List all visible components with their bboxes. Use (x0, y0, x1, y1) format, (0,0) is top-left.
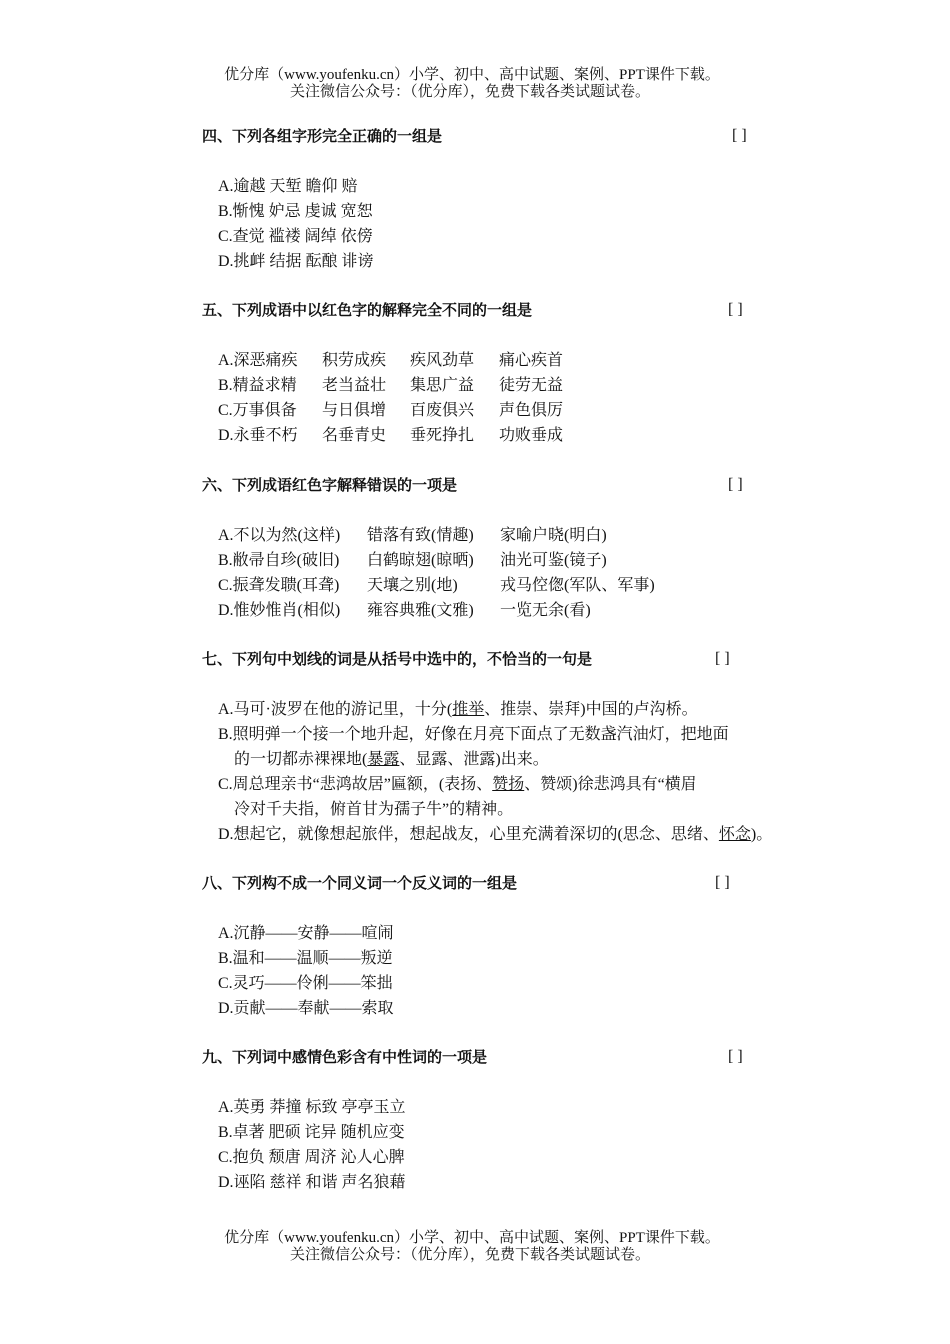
option-text: D.想起它，就像想起旅伴，想起战友，心里充满着深切的(思念、思绪、 (218, 826, 719, 843)
question-7-title: 七、下列句中划线的词是从括号中选中的，不恰当的一句是 (202, 650, 593, 668)
option-b-continued (218, 747, 822, 772)
option-cell: 集思广益 (410, 377, 475, 394)
question-7-options (202, 697, 822, 847)
option-cell: 天壤之别(地) (367, 577, 458, 594)
option-text: A.马可·波罗在他的游记里，十分( (218, 701, 453, 718)
option-d (218, 598, 802, 623)
option-b: B.卓著 肥硕 诧异 随机应变 (218, 1124, 405, 1141)
footer-line-2: 关注微信公众号：（优分库），免费下载各类试题试卷。 (289, 1247, 650, 1263)
option-cell: 雍容典雅(文雅) (367, 602, 474, 619)
option-c-continued: 冷对千夫指，俯首甘为孺子牛”的精神。 (234, 801, 514, 818)
answer-bracket: [ ] (728, 476, 743, 493)
option-cell: 垂死挣扎 (410, 427, 475, 444)
option-cell: 错落有致(情趣) (367, 527, 474, 544)
option-text: 、显露、泄露)出来。 (399, 751, 549, 768)
option-text: )。 (750, 826, 773, 843)
option-cell: 名垂青史 (322, 427, 387, 444)
question-8-title: 八、下列构不成一个同义词一个反义词的一组是 (202, 874, 518, 892)
option-cell: 痛心疾首 (499, 352, 564, 369)
option-c: C.抱负 颓唐 周济 沁人心脾 (218, 1149, 405, 1166)
option-cell: 徒劳无益 (499, 377, 564, 394)
option-cell: B.精益求精 (218, 377, 297, 394)
option-cell: 一览无余(看) (500, 602, 591, 619)
question-4-title: 四、下列各组字形完全正确的一组是 (202, 127, 443, 145)
option-b (218, 373, 802, 398)
option-d: D.挑衅 结据 酝酿 诽谤 (218, 253, 374, 270)
underlined-word: 暴露 (367, 751, 400, 768)
question-9 (202, 1045, 802, 1195)
option-c: C.灵巧——伶俐——笨拙 (218, 975, 393, 992)
question-5-options (202, 348, 802, 448)
header-line-1: 优分库（www.youfenku.cn）小学、初中、高中试题、案例、PPT课件下载。 (224, 67, 720, 83)
option-cell: A.深恶痛疾 (218, 352, 298, 369)
answer-bracket: [ ] (728, 301, 743, 318)
underlined-word: 赞扬 (492, 776, 525, 793)
option-b: B.照明弹一个接一个地升起，好像在月亮下面点了无数盏汽油灯，把地面 (218, 726, 729, 743)
option-cell: 百废俱兴 (410, 402, 475, 419)
underlined-word: 怀念 (718, 826, 751, 843)
option-cell: 声色俱厉 (499, 402, 564, 419)
question-9-title: 九、下列词中感情色彩含有中性词的一项是 (202, 1048, 488, 1066)
answer-bracket: [ ] (715, 650, 730, 667)
option-cell: C.万事俱备 (218, 402, 297, 419)
option-cell: 积劳成疾 (322, 352, 387, 369)
option-cell: 功败垂成 (499, 427, 564, 444)
question-6 (202, 473, 802, 623)
answer-bracket: [ ] (715, 874, 730, 891)
option-a (218, 697, 822, 722)
option-a: A.沉静——安静——喧闹 (218, 925, 394, 942)
question-8 (202, 871, 802, 1021)
option-c: C.查觉 褴褛 阔绰 依傍 (218, 228, 373, 245)
option-cell: 白鹤晾翅(晾晒) (367, 552, 474, 569)
option-d: D.贡献——奉献——索取 (218, 1000, 394, 1017)
underlined-word: 推举 (452, 701, 485, 718)
question-5-title: 五、下列成语中以红色字的解释完全不同的一组是 (202, 301, 533, 319)
option-b: B.惭愧 妒忌 虔诚 宽恕 (218, 203, 373, 220)
question-5 (202, 298, 802, 448)
question-4 (202, 124, 802, 274)
option-c (218, 398, 802, 423)
option-cell: 疾风劲草 (410, 352, 475, 369)
option-cell: 戎马倥偬(军队、军事) (500, 577, 655, 594)
option-d (218, 822, 822, 847)
option-cell: A.不以为然(这样) (218, 527, 341, 544)
question-7 (202, 647, 822, 847)
option-a: A.英勇 莽撞 标致 亭亭玉立 (218, 1099, 406, 1116)
option-d (218, 423, 802, 448)
footer-line-1: 优分库（www.youfenku.cn）小学、初中、高中试题、案例、PPT课件下载。 (224, 1230, 720, 1246)
option-text: 、推崇、崇拜)中国的卢沟桥。 (484, 701, 698, 718)
option-text: 、赞颂)徐悲鸿具有“横眉 (524, 776, 697, 793)
option-b (218, 548, 802, 573)
question-9-options (202, 1095, 802, 1195)
option-cell: C.振聋发聩(耳聋) (218, 577, 340, 594)
footer-banner (0, 1230, 950, 1264)
answer-bracket: [ ] (728, 1048, 743, 1065)
question-6-title: 六、下列成语红色字解释错误的一项是 (202, 476, 458, 494)
option-cell: 老当益壮 (322, 377, 387, 394)
option-cell: 油光可鉴(镜子) (500, 552, 607, 569)
option-cell: 家喻户晓(明白) (500, 527, 607, 544)
question-4-options (202, 174, 802, 274)
option-cell: D.惟妙惟肖(相似) (218, 602, 341, 619)
option-cell: D.永垂不朽 (218, 427, 298, 444)
header-line-2: 关注微信公众号：（优分库），免费下载各类试题试卷。 (289, 84, 650, 100)
option-cell: 与日俱增 (322, 402, 387, 419)
question-8-options (202, 921, 802, 1021)
question-6-options (202, 523, 802, 623)
option-c (218, 772, 822, 797)
option-a: A.逾越 天堑 瞻仰 赔 (218, 178, 358, 195)
option-text: C.周总理亲书“悲鸿故居”匾额，(表扬、 (218, 776, 493, 793)
option-d: D.诬陷 慈祥 和谐 声名狼藉 (218, 1174, 406, 1191)
option-text: 的一切都赤裸裸地( (234, 751, 368, 768)
header-banner (0, 67, 950, 101)
answer-bracket: [ ] (732, 127, 747, 144)
option-a (218, 523, 802, 548)
option-cell: B.敝帚自珍(破旧) (218, 552, 340, 569)
option-b: B.温和——温顺——叛逆 (218, 950, 393, 967)
option-a (218, 348, 802, 373)
option-c (218, 573, 802, 598)
